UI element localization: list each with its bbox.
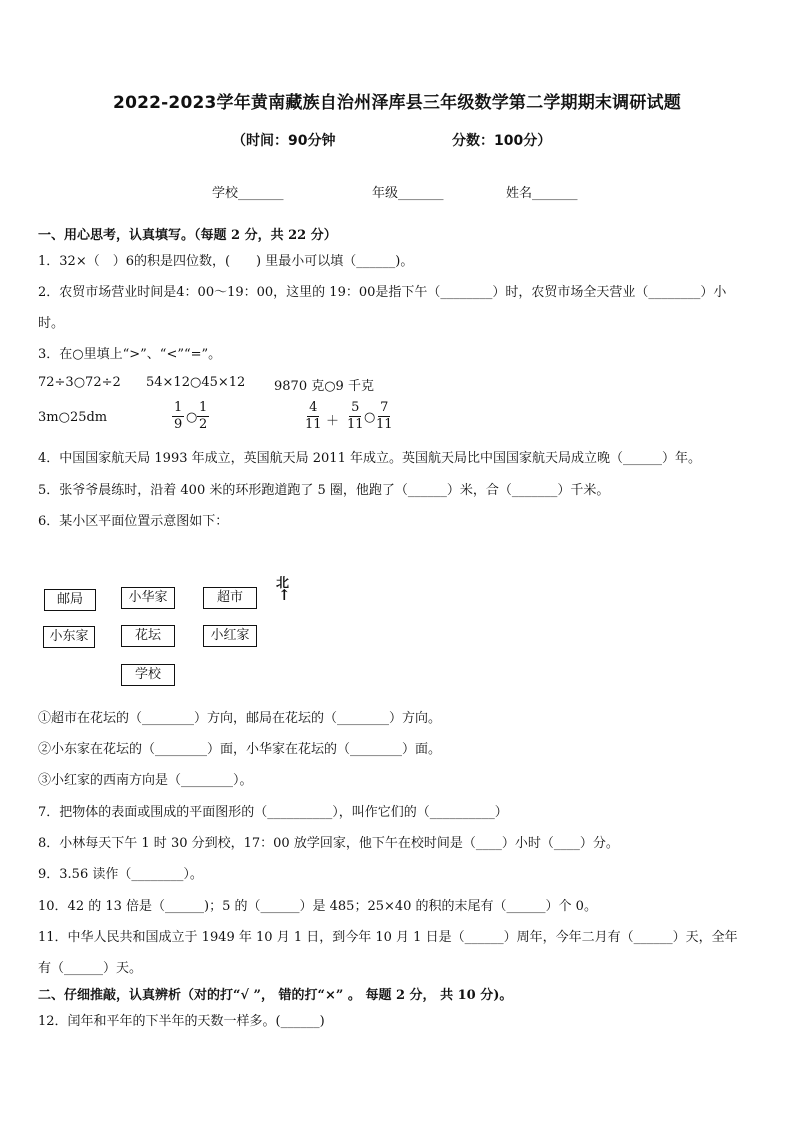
fraction-1-9 [172, 400, 184, 433]
question-12: 12．闰年和平年的下半年的天数一样多。(______) [38, 1014, 325, 1029]
page-title: 2022-2023学年黄南藏族自治州泽库县三年级数学第二学期期末调研试题 [113, 93, 681, 113]
north-arrow-icon: ↑ [278, 586, 291, 604]
fraction-7-11 [374, 400, 395, 433]
question-6-1: ①超市在花坛的（________）方向，邮局在花坛的（________）方向。 [38, 711, 442, 726]
question-3: 3．在○里填上“>”、“<”“=”。 [38, 347, 222, 362]
q3-item-a: 72÷3○72÷2 [38, 375, 121, 390]
school-field: 学校_______ [212, 186, 284, 201]
fraction-numerator: 1 [199, 400, 208, 415]
map-supermarket: 超市 [203, 587, 257, 609]
question-2-line2: 时。 [38, 316, 65, 331]
question-8: 8．小林每天下午 1 时 30 分到校，17：00 放学回家，他下午在校时间是（____）小时（____）分。 [38, 836, 619, 851]
question-6: 6．某小区平面位置示意图如下： [38, 514, 229, 529]
map-xiaohua-home: 小华家 [121, 587, 175, 609]
fraction-numerator: 7 [380, 400, 389, 415]
compare-circle: ○ [186, 410, 198, 425]
map-post-office: 邮局 [44, 589, 96, 611]
exam-score: 分数：100分） [452, 133, 552, 149]
map-flowerbed: 花坛 [121, 625, 175, 647]
fraction-numerator: 5 [351, 400, 360, 415]
q3-item-b: 54×12○45×12 [146, 375, 246, 390]
question-2-line1: 2．农贸市场营业时间是4：00～19：00，这里的 19：00是指下午（________）时，农贸市场全天营业（________）小 [38, 285, 727, 300]
fraction-4-11 [303, 400, 324, 433]
fraction-denominator: 11 [376, 417, 393, 432]
question-11-line1: 11．中华人民共和国成立于 1949 年 10 月 1 日，到今年 10 月 1 日是（______）周年，今年二月有（______）天，全年 [38, 930, 738, 945]
fraction-5-11 [345, 400, 366, 433]
question-1: 1．32×（ ）6的积是四位数，( ) 里最小可以填（______)。 [38, 254, 414, 269]
north-label: 北 [276, 576, 290, 591]
q3-item-d: 3m○25dm [38, 410, 108, 425]
fraction-denominator: 9 [174, 417, 183, 432]
name-field: 姓名_______ [506, 186, 578, 201]
fraction-denominator: 11 [305, 417, 322, 432]
fraction-denominator: 11 [347, 417, 364, 432]
q3-item-c: 9870 克○9 千克 [274, 379, 374, 394]
section2-heading: 二、仔细推敲，认真辨析（对的打“√ ”， 错的打“×” 。 每题 2 分， 共 10 分)。 [38, 988, 513, 1003]
compare-circle-2: ○ [364, 410, 376, 425]
question-6-3: ③小红家的西南方向是（________）。 [38, 773, 253, 788]
fraction-numerator: 4 [309, 400, 318, 415]
map-xiaohong-home: 小红家 [203, 625, 257, 647]
question-11-line2: 有（______）天。 [38, 961, 143, 976]
section1-heading: 一、用心思考，认真填写。（每题 2 分，共 22 分） [38, 228, 337, 243]
fraction-1-2 [197, 400, 209, 433]
question-9: 9．3.56 读作（________）。 [38, 867, 203, 882]
fraction-numerator: 1 [174, 400, 183, 415]
grade-field: 年级_______ [372, 186, 444, 201]
question-7: 7．把物体的表面或围成的平面图形的（__________），叫作它们的（__________） [38, 805, 508, 820]
question-5: 5．张爷爷晨练时，沿着 400 米的环形跑道跑了 5 圈，他跑了（______）米，合（_______）千米。 [38, 483, 610, 498]
question-4: 4．中国国家航天局 1993 年成立，英国航天局 2011 年成立。英国航天局比中国国家航天局成立晚（______）年。 [38, 451, 701, 466]
map-school: 学校 [121, 664, 175, 686]
map-xiaodong-home: 小东家 [43, 626, 95, 648]
question-6-2: ②小东家在花坛的（________）面，小华家在花坛的（________）面。 [38, 742, 442, 757]
exam-time: （时间：90分钟 [232, 133, 336, 149]
fraction-denominator: 2 [199, 417, 208, 432]
question-10: 10．42 的 13 倍是（______)；5 的（______）是 485；25×40 的积的末尾有（______）个 0。 [38, 899, 597, 914]
plus-sign: ＋ [326, 414, 340, 429]
